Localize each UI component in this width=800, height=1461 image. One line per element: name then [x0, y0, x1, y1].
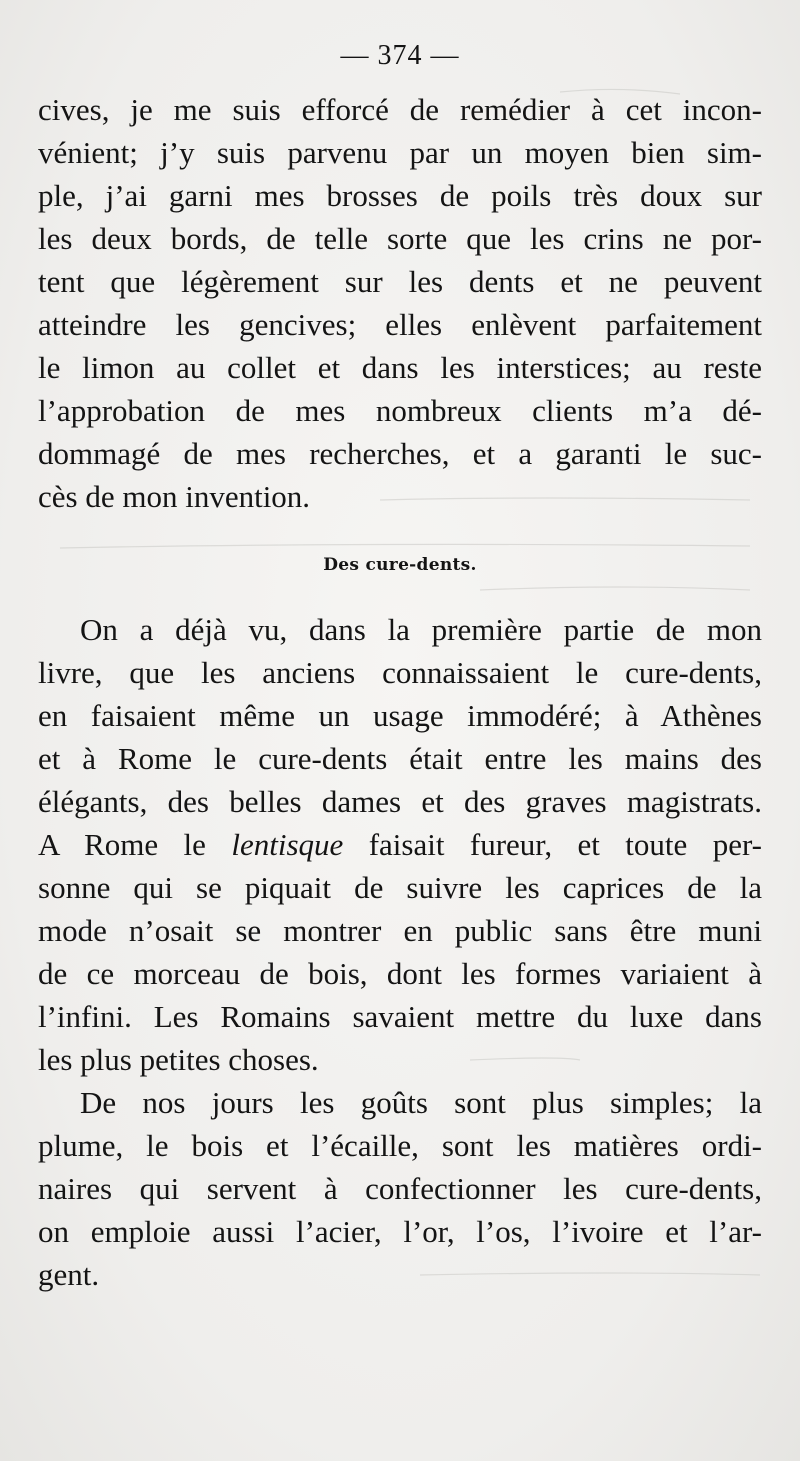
- italic-term: lentisque: [231, 827, 344, 862]
- text-line: plume, le bois et l’écaille, sont les matières ordi-: [38, 1128, 762, 1163]
- text-line: l’infini. Les Romains savaient mettre du luxe dans: [38, 999, 762, 1034]
- text-line: on emploie aussi l’acier, l’or, l’os, l’ivoire et l’ar-: [38, 1214, 762, 1249]
- section-heading: Des cure-dents.: [323, 555, 477, 575]
- text-segment: faisait fureur, et toute per-: [368, 827, 762, 862]
- text-line: livre, que les anciens connaissaient le cure-dents,: [38, 655, 762, 690]
- text-line-with-italic: [38, 824, 762, 866]
- text-line: les deux bords, de telle sorte que les crins ne por-: [38, 221, 762, 256]
- text-line: l’approbation de mes nombreux clients m’a dé-: [38, 393, 762, 428]
- text-line: tent que légèrement sur les dents et ne peuvent: [38, 264, 762, 299]
- text-line: atteindre les gencives; elles enlèvent parfaitement: [38, 307, 762, 342]
- text-line: le limon au collet et dans les interstices; au reste: [38, 350, 762, 385]
- text-line: cives, je me suis efforcé de remédier à cet incon-: [38, 92, 762, 127]
- text-line: naires qui servent à confectionner les cure-dents,: [38, 1171, 762, 1206]
- text-line: et à Rome le cure-dents était entre les mains des: [38, 741, 762, 776]
- text-line: de ce morceau de bois, dont les formes variaient à: [38, 956, 762, 991]
- text-line: élégants, des belles dames et des graves magistrats.: [38, 784, 762, 819]
- text-line: mode n’osait se montrer en public sans être muni: [38, 913, 762, 948]
- text-line: vénient; j’y suis parvenu par un moyen bien sim-: [38, 135, 762, 170]
- text-line: gent.: [38, 1257, 100, 1292]
- text-line: De nos jours les goûts sont plus simples; la: [80, 1085, 762, 1120]
- text-line: ple, j’ai garni mes brosses de poils très doux sur: [38, 178, 762, 213]
- text-line: en faisaient même un usage immodéré; à Athènes: [38, 698, 762, 733]
- text-segment: A Rome le: [38, 827, 206, 862]
- text-line: les plus petites choses.: [38, 1042, 319, 1077]
- text-line: sonne qui se piquait de suivre les caprices de la: [38, 870, 762, 905]
- text-line: On a déjà vu, dans la première partie de mon: [80, 612, 762, 647]
- text-line: cès de mon invention.: [38, 479, 311, 514]
- text-line: dommagé de mes recherches, et a garanti le suc-: [38, 436, 762, 471]
- page-number: — 374 —: [340, 40, 460, 71]
